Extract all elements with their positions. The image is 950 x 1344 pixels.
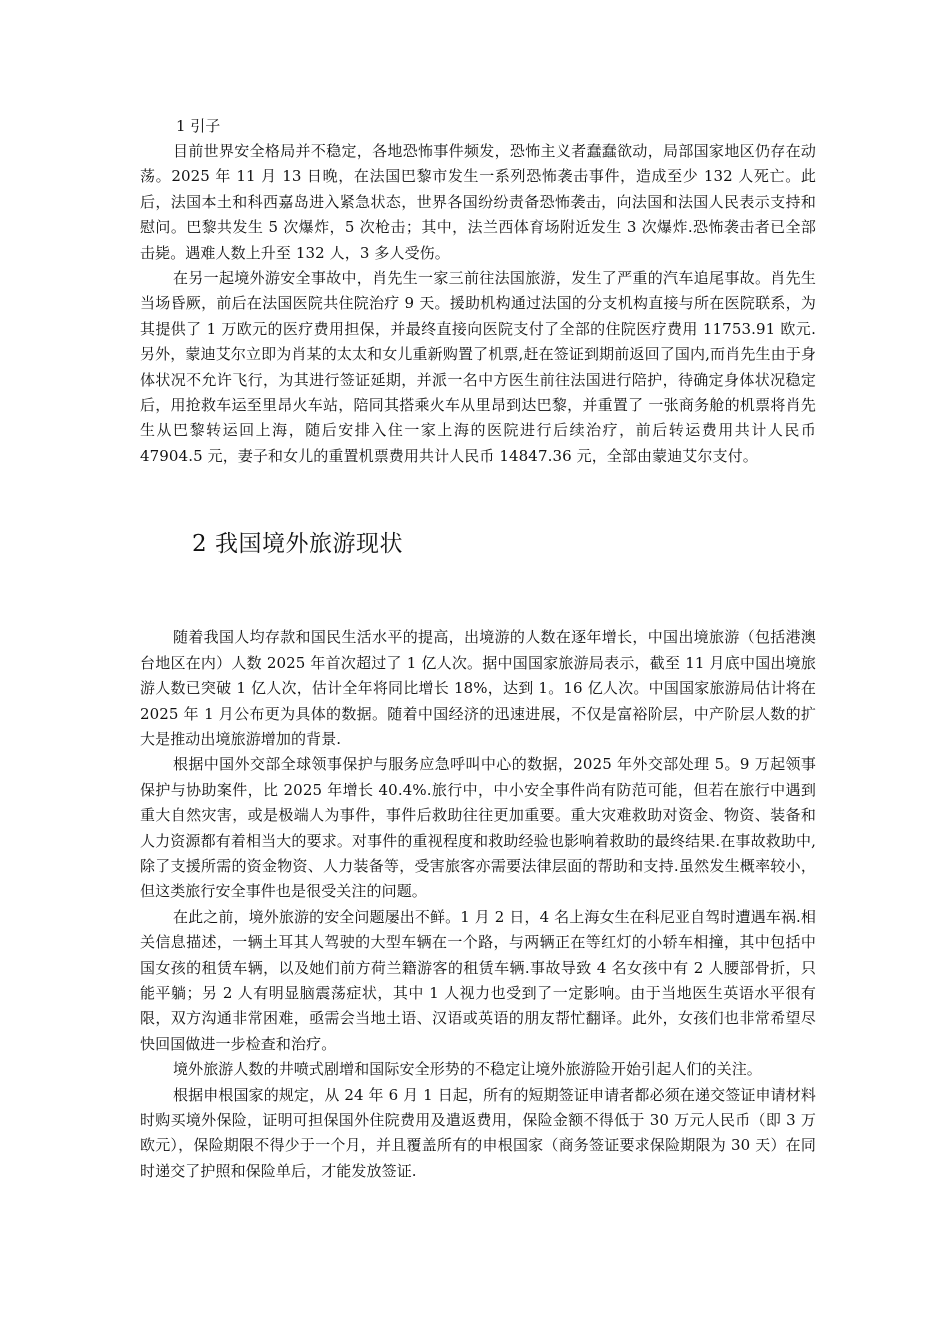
- section-2-paragraph-4: 境外旅游人数的井喷式剧增和国际安全形势的不稳定让境外旅游险开始引起人们的关注。: [173, 1060, 762, 1079]
- section-2-body: [140, 625, 816, 1184]
- section-2-paragraph-1: 随着我国人均存款和国民生活水平的提高，出境游的人数在逐年增长，中国出境旅游（包括港澳台地区在内）人数 2025 年首次超过了 1 亿人次。据中国国家旅游局表示，截至 11 月底中国出境旅游人数已突破 1 亿人次，估计全年将同比增长 18%，达到 1。16 亿人次。中国国家旅游局估计将在 2025 年 1 月公布更为具体的数据。随着中国经济的迅速进展，不仅是富裕阶层，中产阶层人数的扩大是推动出境旅游增加的背景.: [140, 628, 816, 748]
- section-2-paragraph-5: 根据申根国家的规定，从 24 年 6 月 1 日起，所有的短期签证申请者都必须在递交签证申请材料时购买境外保险，证明可担保国外住院费用及遣返费用，保险金额不得低于 30 万元人民币（即 3 万欧元），保险期限不得少于一个月，并且覆盖所有的申根国家（商务签证要求保险期限为 30 天）在同时递交了护照和保险单后，才能发放签证.: [140, 1085, 816, 1180]
- section-1-paragraph-2: 在另一起境外游安全事故中，肖先生一家三前往法国旅游，发生了严重的汽车追尾事故。肖先生当场昏厥，前后在法国医院共住院治疗 9 天。援助机构通过法国的分支机构直接与所在医院联系，为其提供了 1 万欧元的医疗费用担保，并最终直接向医院支付了全部的住院医疗费用 11753.91 欧元.另外，蒙迪艾尔立即为肖某的太太和女儿重新购置了机票,赶在签证到期前返回了国内,而肖先生由于身体状况不允许飞行，为其进行签证延期，并派一名中方医生前往法国进行陪护，待确定身体状况稳定后，用抢救车运至里昂火车站，陪同其搭乘火车从里昂到达巴黎，并重置了 一张商务舱的机票将肖先生从巴黎转运回上海，随后安排入住一家上海的医院进行后续治疗，前后转运费用共计人民币 47904.5 元，妻子和女儿的重置机票费用共计人民币 14847.36 元，全部由蒙迪艾尔支付。: [140, 269, 816, 465]
- section-1-paragraph-1: 目前世界安全格局并不稳定，各地恐怖事件频发，恐怖主义者蠢蠢欲动，局部国家地区仍存在动荡。2025 年 11 月 13 日晚，在法国巴黎市发生一系列恐怖袭击事件，造成至少 132 人死亡。此后，法国本土和科西嘉岛进入紧急状态，世界各国纷纷责备恐怖袭击，向法国和法国人民表示支持和慰问。巴黎共发生 5 次爆炸，5 次枪击；其中，法兰西体育场附近发生 3 次爆炸.恐怖袭击者已全部击毙。遇难人数上升至 132 人，3 多人受伤。: [140, 142, 816, 262]
- section-2-paragraph-2: 根据中国外交部全球领事保护与服务应急呼叫中心的数据，2025 年外交部处理 5。9 万起领事保护与协助案件，比 2025 年增长 40.4%.旅行中，中小安全事件尚有防范可能，但若在旅行中遇到重大自然灾害，或是极端人为事件，事件后救助往往更加重要。重大灾难救助对资金、物资、装备和人力资源都有着相当大的要求。对事件的重视程度和救助经验也影响着救助的最终结果.在事故救助中,除了支援所需的资金物资、人力装备等，受害旅客亦需要法律层面的帮助和支持.虽然发生概率较小，但这类旅行安全事件也是很受关注的问题。: [140, 755, 816, 901]
- section-1-label: 1 引子: [176, 117, 221, 135]
- document-body: [140, 113, 816, 1184]
- section-2-paragraph-3: 在此之前，境外旅游的安全问题屡出不鲜。1 月 2 日，4 名上海女生在科尼亚自驾时遭遇车祸.相关信息描述，一辆土耳其人驾驶的大型车辆在一个路，与两辆正在等红灯的小轿车相撞，其中包括中国女孩的租赁车辆，以及她们前方荷兰籍游客的租赁车辆.事故导致 4 名女孩中有 2 人腰部骨折，只能平躺；另 2 人有明显脑震荡症状，其中 1 人视力也受到了一定影响。由于当地医生英语水平很有限，双方沟通非常困难，亟需会当地土语、汉语或英语的朋友帮忙翻译。此外，女孩们也非常希望尽快回国做进一步检查和治疗。: [140, 907, 816, 1053]
- section-2-heading: 2 我国境外旅游现状: [192, 531, 403, 558]
